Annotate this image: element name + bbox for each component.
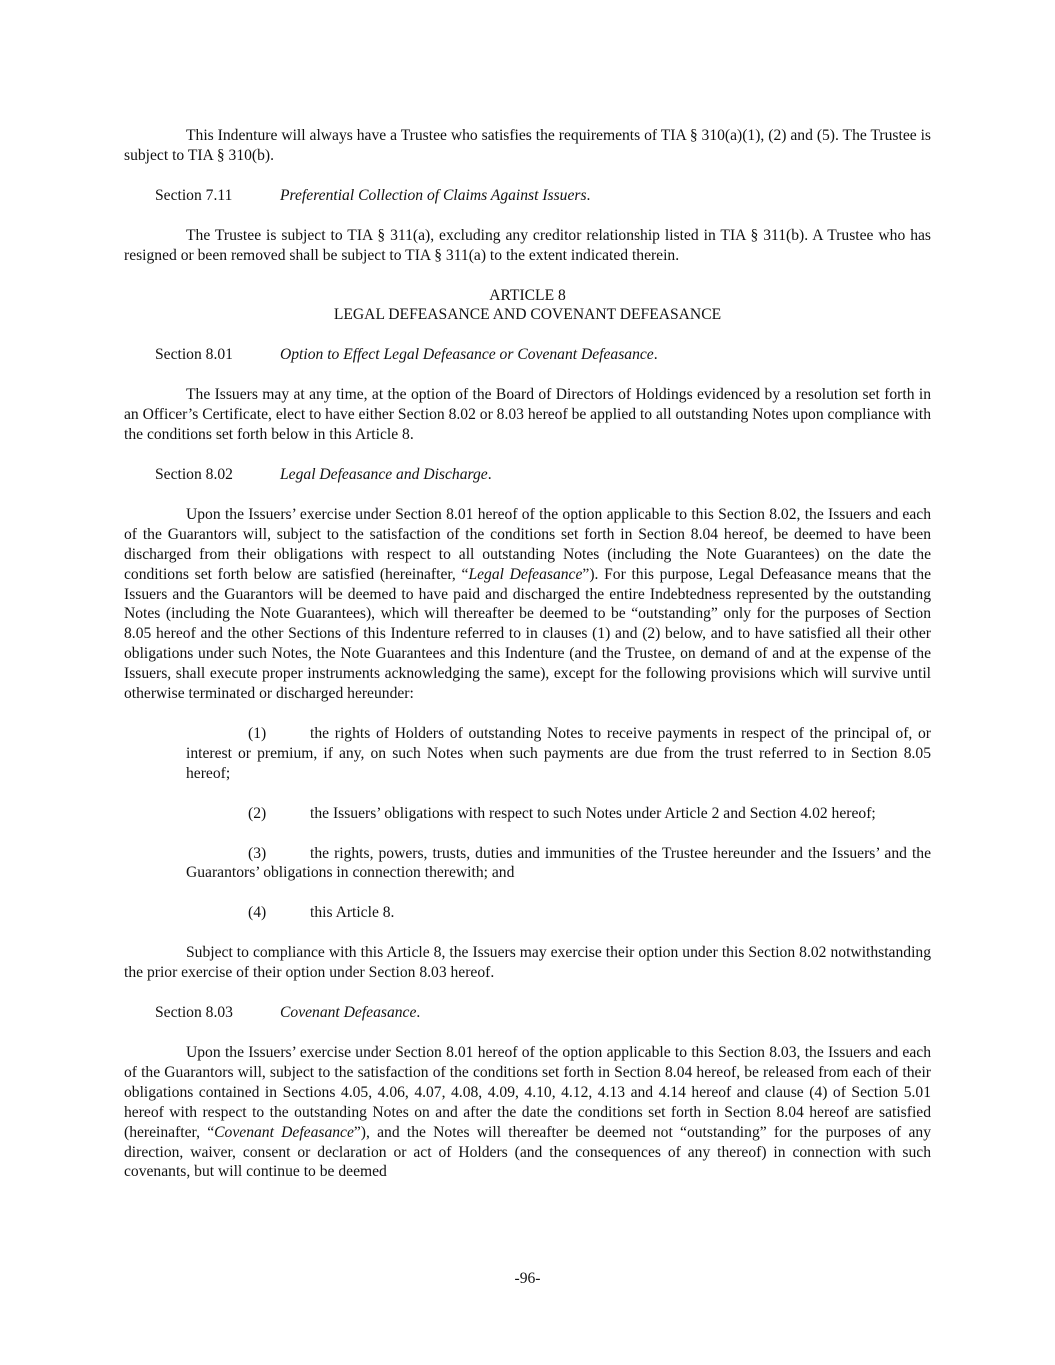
section-number: Section 8.03 [155, 1004, 233, 1022]
section-heading-8-01: Section 8.01 Option to Effect Legal Defeasance or Covenant Defeasance. [155, 346, 658, 364]
section-number: Section 8.01 [155, 346, 233, 364]
clause-item [186, 804, 931, 824]
section-number: Section 7.11 [155, 186, 233, 204]
section-heading-8-02: Section 8.02 Legal Defeasance and Discharge. [155, 465, 492, 483]
paragraph-legal-defeasance: Upon the Issuers’ exercise under Section 8.01 hereof of the option applicable to this Section 8.02, the Issuers and each of the Guarantors will, subject to the satisfaction of the conditions set forth in Section 8.04 hereof, be deemed to have been discharged from their obligations with respect to all outstanding Notes (including the Note Guarantees) on the date the conditions set forth below are satisfied (hereinafter, “Legal Defeasance”). For this purpose, Legal Defeasance means that the Issuers and the Guarantors will be deemed to have paid and discharged the entire Indebtedness represented by the outstanding Notes (including the Note Guarantees), which will thereafter be deemed to be “outstanding” only for the purposes of Section 8.05 hereof and the other Sections of this Indenture referred to in clauses (1) and (2) below, and to have satisfied all their other obligations under such Notes, the Note Guarantees and this Indenture (and the Trustee, on demand of and at the expense of the Issuers, shall execute proper instruments acknowledging the same), except for the following provisions which will survive until otherwise terminated or discharged hereunder: [124, 505, 932, 703]
defined-term-covenant-defeasance: Covenant Defeasance [214, 1123, 354, 1141]
section-title: Legal Defeasance and Discharge [280, 465, 488, 483]
clause-number: (3) [248, 844, 267, 862]
clause-text: the Issuers’ obligations with respect to such Notes under Article 2 and Section 4.02 hereof; [310, 804, 876, 822]
clause-text: the rights, powers, trusts, duties and immunities of the Trustee hereunder and the Issuers’ and the Guarantors’ obligations in connection therewith; and [186, 844, 931, 882]
paragraph-option-notwithstanding: Subject to compliance with this Article 8, the Issuers may exercise their option under this Section 8.02 notwithstanding the prior exercise of their option under Section 8.03 hereof. [124, 944, 931, 982]
clause-item [186, 724, 931, 784]
clause-number: (4) [248, 904, 267, 922]
defined-term-legal-defeasance: Legal Defeasance [468, 565, 583, 583]
section-title: Preferential Collection of Claims Against Issuers [280, 186, 587, 204]
clause-text: this Article 8. [310, 904, 395, 922]
document-page [124, 126, 931, 1202]
article-heading [124, 286, 931, 326]
clause-item [186, 844, 931, 884]
section-heading-8-03: Section 8.03 Covenant Defeasance. [155, 1004, 421, 1022]
clause-item [186, 903, 931, 923]
paragraph-covenant-defeasance: Upon the Issuers’ exercise under Section 8.01 hereof of the option applicable to this Section 8.03, the Issuers and each of the Guarantors will, subject to the satisfaction of the conditions set forth in Section 8.04 hereof, be released from each of their obligations contained in Sections 4.05, 4.06, 4.07, 4.08, 4.09, 4.10, 4.12, 4.13 and 4.14 hereof and clause (4) of Section 5.01 hereof with respect to the outstanding Notes on and after the date the conditions set forth in Section 8.04 hereof are satisfied (hereinafter, “Covenant Defeasance”), and the Notes will thereafter be deemed not “outstanding” for the purposes of any direction, waiver, consent or declaration or act of Holders (and the consequences of any thereof) in connection with such covenants, but will continue to be deemed [124, 1044, 931, 1181]
section-number: Section 8.02 [155, 465, 233, 483]
clause-number: (1) [248, 724, 267, 742]
article-number: ARTICLE 8 [489, 286, 566, 304]
paragraph-option-defeasance: The Issuers may at any time, at the option of the Board of Directors of Holdings evidenced by a resolution set forth in an Officer’s Certificate, elect to have either Section 8.02 or 8.03 hereof be applied to all outstanding Notes upon compliance with the conditions set forth below in this Article 8. [124, 386, 932, 444]
page-number: -96- [514, 1270, 541, 1287]
clause-text: the rights of Holders of outstanding Notes to receive payments in respect of the principal of, or interest or premium, if any, on such Notes when such payments are due from the trust referred to in Section 8.05 hereof; [186, 724, 931, 782]
section-title: Option to Effect Legal Defeasance or Covenant Defeasance [280, 346, 654, 364]
section-heading-7-11: Section 7.11 Preferential Collection of Claims Against Issuers. [155, 186, 591, 204]
section-title: Covenant Defeasance [280, 1004, 417, 1022]
paragraph-trustee-eligibility: This Indenture will always have a Trustee who satisfies the requirements of TIA § 310(a)(1), (2) and (5). The Trustee is subject to TIA § 310(b). [124, 127, 931, 164]
paragraph-preferential-collection: The Trustee is subject to TIA § 311(a), excluding any creditor relationship listed in TIA § 311(b). A Trustee who has resigned or been removed shall be subject to TIA § 311(a) to the extent indicated therein. [124, 226, 931, 264]
clause-number: (2) [248, 804, 267, 822]
article-title: LEGAL DEFEASANCE AND COVENANT DEFEASANCE [333, 306, 722, 324]
